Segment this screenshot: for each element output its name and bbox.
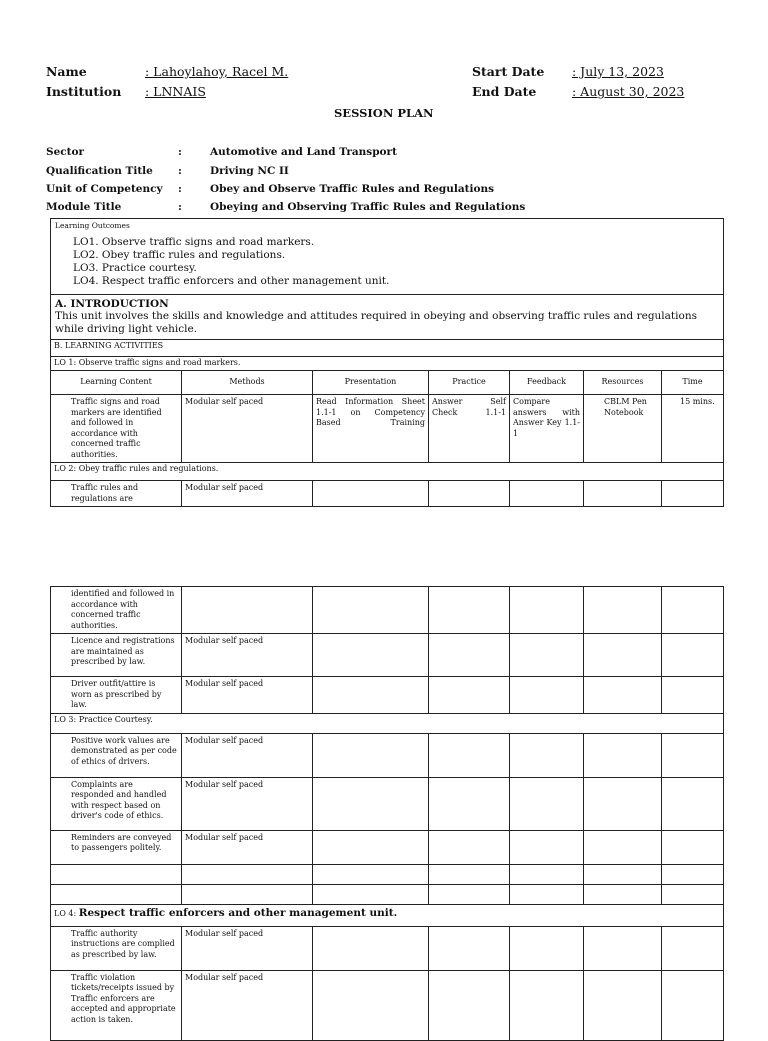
col-resources: Resources (584, 371, 662, 395)
presentation-cell: Read Information Sheet 1.1-1 on Competency Based Training (313, 395, 429, 463)
table-row (51, 733, 724, 777)
lo4-prefix: LO 4: (54, 908, 79, 918)
table-row (51, 677, 724, 714)
learning-activities-heading: B. LEARNING ACTIVITIES (51, 340, 724, 357)
method-cell: Modular self paced (182, 395, 313, 463)
col-time: Time (662, 371, 724, 395)
col-learning-content: Learning Content (51, 371, 182, 395)
table-row (51, 587, 724, 634)
learning-outcomes-cell (51, 219, 724, 295)
content-cell: Driver outfit/attire is worn as prescribed by law. (51, 677, 182, 714)
institution-value: : LNNAIS (145, 84, 206, 99)
qualification-colon: : (178, 165, 182, 177)
method-cell: Modular self paced (182, 830, 313, 864)
sector-value: Automotive and Land Transport (210, 146, 397, 158)
session-table-bottom (50, 586, 724, 1041)
content-cell: Traffic rules and regulations are (51, 481, 182, 507)
table-row (51, 884, 724, 904)
unit-label: Unit of Competency (46, 183, 163, 195)
introduction-heading: A. INTRODUCTION (55, 298, 169, 310)
content-cell: Reminders are conveyed to passengers politely. (51, 830, 182, 864)
table-row (51, 777, 724, 830)
module-value: Obeying and Observing Traffic Rules and Regulations (210, 201, 526, 213)
col-feedback: Feedback (510, 371, 584, 395)
module-label: Module Title (46, 201, 122, 213)
content-cell: Positive work values are demonstrated as per code of ethics of drivers. (51, 733, 182, 777)
feedback-cell: Compare answers with Answer Key 1.1-1 (510, 395, 584, 463)
session-table-top (50, 218, 724, 507)
lo2-item: LO2. Obey traffic rules and regulations. (73, 248, 286, 261)
introduction-text: This unit involves the skills and knowledge and attitudes required in obeying and observing traffic rules and regulations while driving light vehicle. (55, 310, 697, 335)
content-cell: identified and followed in accordance with concerned traffic authorities. (51, 587, 182, 634)
table-row (51, 830, 724, 864)
lo2-label: LO 2: Obey traffic rules and regulations. (51, 463, 724, 481)
lo4-text: Respect traffic enforcers and other management unit. (78, 906, 398, 919)
end-date-value: : August 30, 2023 (572, 84, 685, 99)
lo3-label: LO 3: Practice Courtesy. (51, 713, 724, 733)
method-cell: Modular self paced (182, 634, 313, 677)
sector-colon: : (178, 146, 182, 158)
table-row (51, 926, 724, 970)
table-row (51, 395, 724, 463)
unit-value: Obey and Observe Traffic Rules and Regulations (210, 183, 495, 195)
lo3-item: LO3. Practice courtesy. (73, 261, 197, 274)
resources-cell: CBLM Pen Notebook (584, 395, 662, 463)
module-colon: : (178, 201, 182, 213)
name-label: Name (46, 64, 87, 79)
table-row (51, 481, 724, 507)
page-title: SESSION PLAN (334, 106, 434, 120)
end-date-label: End Date (472, 84, 537, 99)
method-cell: Modular self paced (182, 970, 313, 1040)
method-cell: Modular self paced (182, 677, 313, 714)
sector-label: Sector (46, 146, 85, 158)
content-cell: Traffic signs and road markers are identified and followed in accordance with concerned traffic authorities. (51, 395, 182, 463)
method-cell: Modular self paced (182, 777, 313, 830)
qualification-label: Qualification Title (46, 165, 153, 177)
start-date-value: : July 13, 2023 (572, 64, 664, 79)
content-cell: Traffic authority instructions are complied as prescribed by law. (51, 926, 182, 970)
table-row (51, 864, 724, 884)
time-cell: 15 mins. (662, 395, 724, 463)
lo1-item: LO1. Observe traffic signs and road markers. (73, 235, 315, 248)
lo1-label: LO 1: Observe traffic signs and road markers. (51, 357, 724, 371)
name-value: : Lahoylahoy, Racel M. (145, 64, 289, 79)
introduction-cell (51, 295, 724, 340)
practice-cell: Answer Self Check 1.1-1 (429, 395, 510, 463)
content-cell: Licence and registrations are maintained as prescribed by law. (51, 634, 182, 677)
lo4-item: LO4. Respect traffic enforcers and other management unit. (73, 274, 390, 287)
learning-outcomes-heading: Learning Outcomes (55, 221, 130, 230)
content-cell: Traffic violation tickets/receipts issued by Traffic enforcers are accepted and appropriate action is taken. (51, 970, 182, 1040)
method-cell: Modular self paced (182, 733, 313, 777)
lo4-label (51, 904, 724, 926)
method-cell: Modular self paced (182, 481, 313, 507)
col-practice: Practice (429, 371, 510, 395)
institution-label: Institution (46, 84, 122, 99)
table-row (51, 970, 724, 1040)
content-cell: Complaints are responded and handled with respect based on driver's code of ethics. (51, 777, 182, 830)
col-presentation: Presentation (313, 371, 429, 395)
method-cell: Modular self paced (182, 926, 313, 970)
qualification-value: Driving NC II (210, 165, 289, 177)
start-date-label: Start Date (472, 64, 545, 79)
table-row (51, 634, 724, 677)
col-methods: Methods (182, 371, 313, 395)
unit-colon: : (178, 183, 182, 195)
